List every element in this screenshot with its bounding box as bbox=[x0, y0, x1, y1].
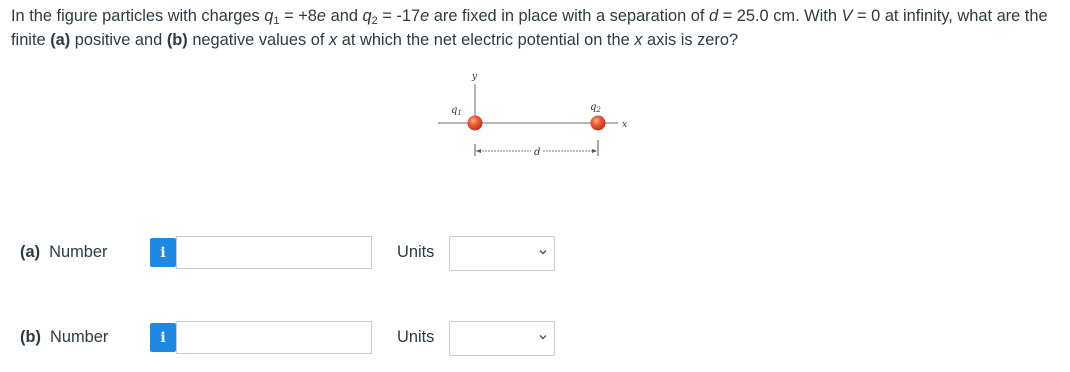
q1-symbol: q bbox=[264, 7, 274, 25]
charges-figure bbox=[430, 66, 660, 164]
y-axis-label: y bbox=[472, 72, 478, 82]
chevron-down-icon bbox=[538, 332, 548, 342]
number-input-a[interactable] bbox=[176, 236, 372, 269]
question-segment: = +8 bbox=[279, 7, 317, 25]
units-select-b[interactable] bbox=[449, 321, 555, 356]
answer-row-b bbox=[0, 318, 1070, 358]
d-symbol: d bbox=[708, 7, 719, 25]
number-input-b[interactable] bbox=[176, 321, 372, 354]
q2-label: $q_2$ bbox=[590, 102, 601, 114]
part-a-marker: (a) bbox=[50, 31, 71, 49]
answer-row-a bbox=[0, 233, 1070, 273]
info-icon[interactable]: i bbox=[150, 323, 176, 352]
question-segment: = 25.0 cm. With bbox=[718, 7, 842, 25]
part-b-label: (b) Number bbox=[20, 328, 109, 346]
units-label-a: Units bbox=[397, 243, 435, 261]
question-segment: negative values of bbox=[187, 31, 329, 49]
d-arrow-left bbox=[476, 149, 481, 153]
e-symbol: e bbox=[420, 7, 430, 25]
units-label-b: Units bbox=[397, 328, 435, 346]
part-b-marker: (b) bbox=[166, 31, 188, 49]
question-text bbox=[11, 4, 1066, 52]
e-symbol: e bbox=[316, 7, 327, 25]
d-arrow-right bbox=[592, 149, 597, 153]
q1-charge bbox=[468, 116, 483, 131]
x-symbol: x bbox=[329, 31, 338, 49]
question-segment: axis is zero? bbox=[642, 31, 739, 49]
question-segment: positive and bbox=[70, 31, 167, 49]
question-segment: and bbox=[326, 7, 363, 25]
q1-label: $q_1$ bbox=[451, 105, 462, 117]
question-segment: = -17 bbox=[377, 7, 421, 25]
q2-charge bbox=[591, 116, 606, 131]
x-axis-label: x bbox=[622, 120, 628, 130]
question-segment: at which the net electric potential on the bbox=[337, 31, 635, 49]
chevron-down-icon bbox=[538, 247, 548, 257]
q1-subscript: 1 bbox=[273, 15, 280, 27]
charges-diagram bbox=[430, 66, 660, 164]
d-label: d bbox=[534, 147, 541, 158]
v-symbol: V bbox=[841, 7, 853, 25]
q2-symbol: q bbox=[362, 7, 372, 25]
info-icon[interactable]: i bbox=[150, 238, 176, 267]
q2-subscript: 2 bbox=[371, 15, 378, 27]
units-select-a[interactable] bbox=[449, 236, 555, 271]
question-segment: = 0 at infinity, what are the finite bbox=[11, 7, 1048, 49]
part-a-label: (a) Number bbox=[20, 243, 108, 261]
x-symbol: x bbox=[634, 31, 643, 49]
question-segment: are fixed in place with a separation of bbox=[429, 7, 709, 25]
question-segment: In the figure particles with charges bbox=[11, 7, 265, 25]
